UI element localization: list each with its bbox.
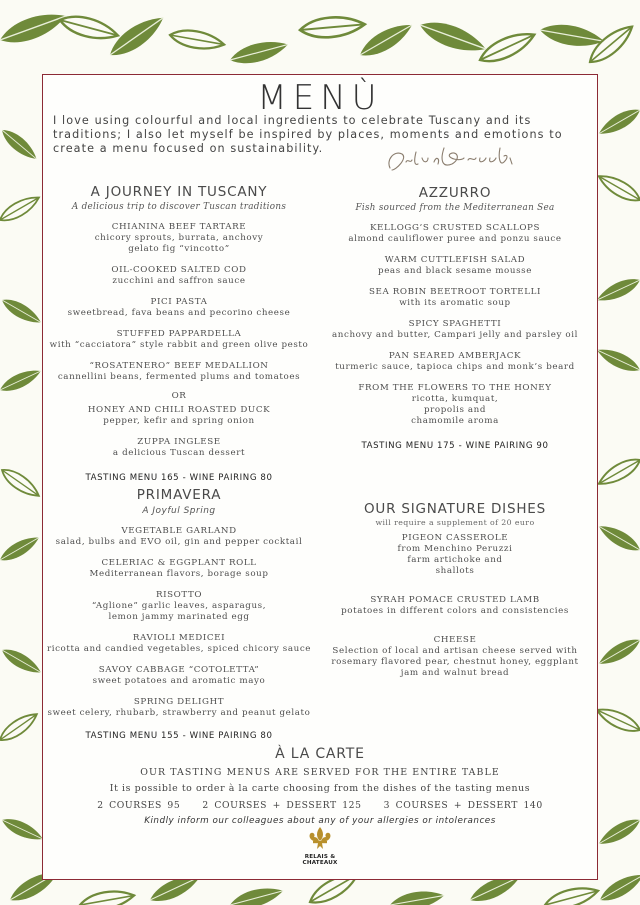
menu-item: RAVIOLI MEDICEI ricotta and candied vegetables, spiced chicory sauce	[46, 633, 312, 654]
menu-item: CHIANINA BEEF TARTARE chicory sprouts, burrata, anchovy gelato fig “vincotto”	[94, 222, 264, 254]
menu-item: SAVOY CABBAGE “COTOLETTA” sweet potatoes and aromatic mayo	[92, 665, 266, 686]
menu-item: ZUPPA INGLESE a delicious Tuscan dessert	[112, 437, 246, 458]
menu-item: SPRING DELIGHT sweet celery, rhubarb, strawberry and peanut gelato	[47, 697, 311, 718]
carte-title: À LA CARTE	[275, 746, 365, 762]
journey-subtitle: A delicious trip to discover Tuscan traditions	[71, 202, 287, 212]
menu-item: OIL-COOKED SALTED COD zucchini and saffron sauce	[111, 265, 247, 286]
menu-item: SPICY SPAGHETTI anchovy and butter, Campari jelly and parsley oil	[332, 319, 578, 340]
fleur-de-lis-icon	[306, 826, 334, 850]
menu-item: SEA ROBIN BEETROOT TORTELLI with its aromatic soup	[369, 287, 541, 308]
menu-item: SYRAH POMACE CRUSTED LAMB potatoes in different colors and consistencies	[341, 595, 569, 616]
a-la-carte-section	[60, 746, 580, 826]
logo-line-2: CHATEAUX	[302, 860, 338, 867]
relais-chateaux-logo	[296, 826, 344, 867]
menu-item: CHEESE Selection of local and artisan cheese served with rosemary flavored pear, chestnut honey, eggplant jam and walnut bread	[331, 635, 579, 678]
menu-item: KELLOGG’S CRUSTED SCALLOPS almond cauliflower puree and ponzu sauce	[348, 223, 562, 244]
journey-price: TASTING MENU 165 - WINE PAIRING 80	[85, 473, 273, 483]
signature-note: will require a supplement of 20 euro	[375, 518, 535, 527]
menu-item: FROM THE FLOWERS TO THE HONEY ricotta, kumquat, propolis and chamomile aroma	[358, 383, 552, 426]
chef-signature	[382, 140, 522, 176]
carte-line-2: It is possible to order à la carte choosing from the dishes of the tasting menus	[109, 783, 531, 794]
menu-item: WARM CUTTLEFISH SALAD peas and black sesame mousse	[378, 255, 532, 276]
primavera-subtitle: A Joyful Spring	[142, 506, 216, 516]
intro-text: I love using colourful and local ingredients to celebrate Tuscany and its traditions; I also let myself be inspired by places, moments and emotions to create a menu focused on sustainability.	[53, 114, 563, 155]
menu-item: “ROSATENERO” BEEF MEDALLION cannellini beans, fermented plums and tomatoes	[57, 361, 301, 382]
primavera-price: TASTING MENU 155 - WINE PAIRING 80	[85, 731, 273, 741]
carte-prices: 2 COURSES 95 2 COURSES + DESSERT 125 3 COURSES + DESSERT 140	[97, 800, 543, 811]
menu-item: STUFFED PAPPARDELLA with “cacciatora” style rabbit and green olive pesto	[49, 329, 309, 350]
primavera-title: PRIMAVERA	[136, 487, 222, 503]
menu-item: HONEY AND CHILI ROASTED DUCK pepper, kefir and spring onion	[87, 405, 271, 426]
menu-item: PAN SEARED AMBERJACK turmeric sauce, tapioca chips and monk’s beard	[335, 351, 575, 372]
menu-item: PICI PASTA sweetbread, fava beans and pecorino cheese	[67, 297, 291, 318]
allergy-notice: Kindly inform our colleagues about any of your allergies or intolerances	[144, 816, 496, 826]
menu-item: RISOTTO “Aglione” garlic leaves, asparagus, lemon jammy marinated egg	[91, 590, 267, 622]
menu-item: VEGETABLE GARLAND salad, bulbs and EVO oil, gin and pepper cocktail	[55, 526, 303, 547]
page-title: MENÙ	[257, 78, 383, 118]
logo-line-1: RELAIS &	[304, 854, 336, 860]
journey-section	[48, 184, 310, 483]
azzurro-title: AZZURRO	[418, 185, 492, 201]
primavera-section	[48, 487, 310, 741]
azzurro-section	[330, 185, 580, 451]
or-separator: OR	[171, 391, 187, 401]
azzurro-price: TASTING MENU 175 - WINE PAIRING 90	[361, 441, 549, 451]
menu-item: CELERIAC & EGGPLANT ROLL Mediterranean flavors, borage soup	[89, 558, 269, 579]
signature-title: OUR SIGNATURE DISHES	[363, 501, 546, 517]
signature-section	[330, 501, 580, 679]
carte-line-1: OUR TASTING MENUS ARE SERVED FOR THE ENTIRE TABLE	[140, 767, 500, 778]
menu-item: PIGEON CASSEROLE from Menchino Peruzzi farm artichoke and shallots	[397, 533, 513, 576]
azzurro-subtitle: Fish sourced from the Mediterranean Sea	[355, 203, 555, 213]
journey-title: A JOURNEY IN TUSCANY	[90, 184, 268, 200]
